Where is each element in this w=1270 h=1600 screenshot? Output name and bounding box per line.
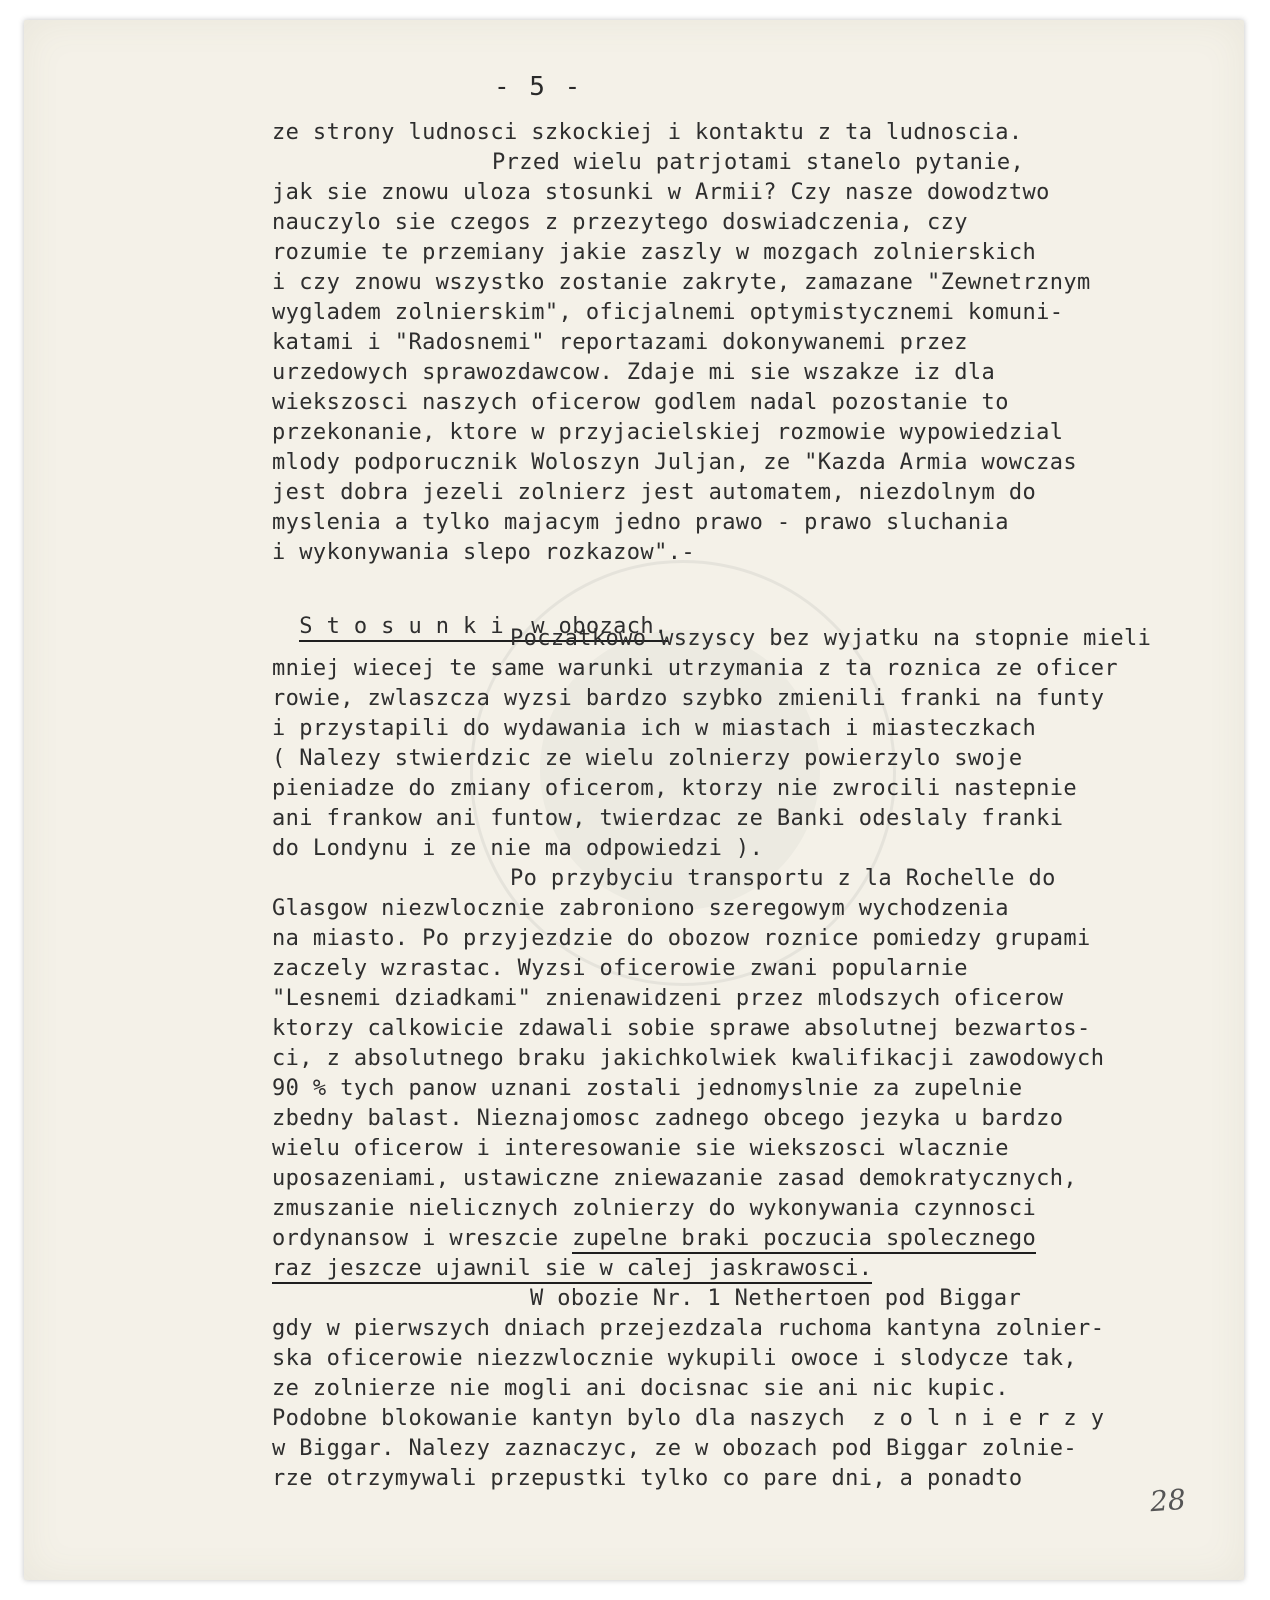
text-line: Poczatkowo wszyscy bez wyjatku na stopnie mieli <box>510 626 1152 651</box>
text-line: do Londynu i ze nie ma odpowiedzi ). <box>272 836 764 861</box>
text-line: rze otrzymywali przepustki tylko co pare dni, a ponadto <box>272 1466 1023 1491</box>
text-line: ci, z absolutnego braku jakichkolwiek kwalifikacji zawodowych <box>272 1046 1105 1071</box>
text-line: na miasto. Po przyjezdzie do obozow roznice pomiedzy grupami <box>272 926 1091 951</box>
underlined-phrase: zupelne braki poczucia spolecznego <box>572 1226 1036 1254</box>
text-line: wygladem zolnierskim", oficjalnemi optymistycznemi komuni- <box>272 300 1064 325</box>
text-line: mlody podporucznik Woloszyn Juljan, ze "Kazda Armia wowczas <box>272 450 1078 475</box>
page-number: - 5 - <box>494 72 583 102</box>
section-heading: S t o s u n k i w obozach. <box>299 614 667 642</box>
text-line: rowie, zwlaszcza wyzsi bardzo szybko zmienili franki na funty <box>272 686 1105 711</box>
text-line: mniej wiecej te same warunki utrzymania z ta roznica ze oficer <box>272 656 1118 681</box>
text-line: jak sie znowu uloza stosunki w Armii? Czy nasze dowodztwo <box>272 180 1050 205</box>
text-line: jest dobra jezeli zolnierz jest automatem, niezdolnym do <box>272 480 1037 505</box>
text-line: gdy w pierwszych dniach przejezdzala ruchoma kantyna zolnier- <box>272 1316 1105 1341</box>
text-fragment: ordynansow i wreszcie <box>272 1226 573 1251</box>
underlined-phrase: raz jeszcze ujawnil sie w calej jaskrawosci. <box>272 1256 872 1284</box>
text-line: ze zolnierze nie mogli ani docisnac sie ani nic kupic. <box>272 1376 1009 1401</box>
text-line: Glasgow niezwlocznie zabroniono szeregowym wychodzenia <box>272 896 1009 921</box>
text-line: ani frankow ani funtow, twierdzac ze Banki odeslaly franki <box>272 806 1064 831</box>
text-line: ska oficerowie niezzwlocznie wykupili owoce i slodycze tak, <box>272 1346 1078 1371</box>
text-line: Przed wielu patrjotami stanelo pytanie, <box>492 150 1025 175</box>
text-line: 90 % tych panow uznani zostali jednomyslnie za zupelnie <box>272 1076 1023 1101</box>
text-line: rozumie te przemiany jakie zaszly w mozgach zolnierskich <box>272 240 1037 265</box>
text-line: Podobne blokowanie kantyn bylo dla naszych z o l n i e r z y <box>272 1406 1105 1431</box>
text-line: Po przybyciu transportu z la Rochelle do <box>510 866 1056 891</box>
text-line <box>272 1254 872 1284</box>
text-line: zmuszanie nielicznych zolnierzy do wykonywania czynnosci <box>272 1196 1037 1221</box>
text-line: zbedny balast. Nieznajomosc zadnego obcego jezyka u bardzo <box>272 1106 1064 1131</box>
text-line: przekonanie, ktore w przyjacielskiej rozmowie wypowiedzial <box>272 420 1064 445</box>
handwritten-page-mark: 28 <box>1148 1482 1187 1519</box>
text-line: W obozie Nr. 1 Nethertoen pod Biggar <box>530 1286 1022 1311</box>
text-line: ( Nalezy stwierdzic ze wielu zolnierzy powierzylo swoje <box>272 746 1023 771</box>
text-line: myslenia a tylko majacym jedno prawo - prawo sluchania <box>272 510 1009 535</box>
text-line: i wykonywania slepo rozkazow".- <box>272 540 695 565</box>
text-line: w Biggar. Nalezy zaznaczyc, ze w obozach pod Biggar zolnie- <box>272 1436 1078 1461</box>
text-line <box>272 1224 1036 1254</box>
text-line: pieniadze do zmiany oficerom, ktorzy nie zwrocili nastepnie <box>272 776 1078 801</box>
text-line: i czy znowu wszystko zostanie zakryte, zamazane "Zewnetrznym <box>272 270 1091 295</box>
text-line: ktorzy calkowicie zdawali sobie sprawe absolutnej bezwartos- <box>272 1016 1091 1041</box>
text-line: zaczely wzrastac. Wyzsi oficerowie zwani popularnie <box>272 956 968 981</box>
text-line: ze strony ludnosci szkockiej i kontaktu z ta ludnoscia. <box>272 120 1023 145</box>
text-line: i przystapili do wydawania ich w miastach i miasteczkach <box>272 716 1037 741</box>
text-line: uposazeniami, ustawiczne zniewazanie zasad demokratycznych, <box>272 1166 1078 1191</box>
text-line: nauczylo sie czegos z przezytego doswiadczenia, czy <box>272 210 968 235</box>
text-line: urzedowych sprawozdawcow. Zdaje mi sie wszakze iz dla <box>272 360 996 385</box>
text-line: "Lesnemi dziadkami" znienawidzeni przez mlodszych oficerow <box>272 986 1064 1011</box>
text-line: wielu oficerow i interesowanie sie wiekszosci wlacznie <box>272 1136 1009 1161</box>
text-line: wiekszosci naszych oficerow godlem nadal pozostanie to <box>272 390 1009 415</box>
text-line: katami i "Radosnemi" reportazami dokonywanemi przez <box>272 330 968 355</box>
